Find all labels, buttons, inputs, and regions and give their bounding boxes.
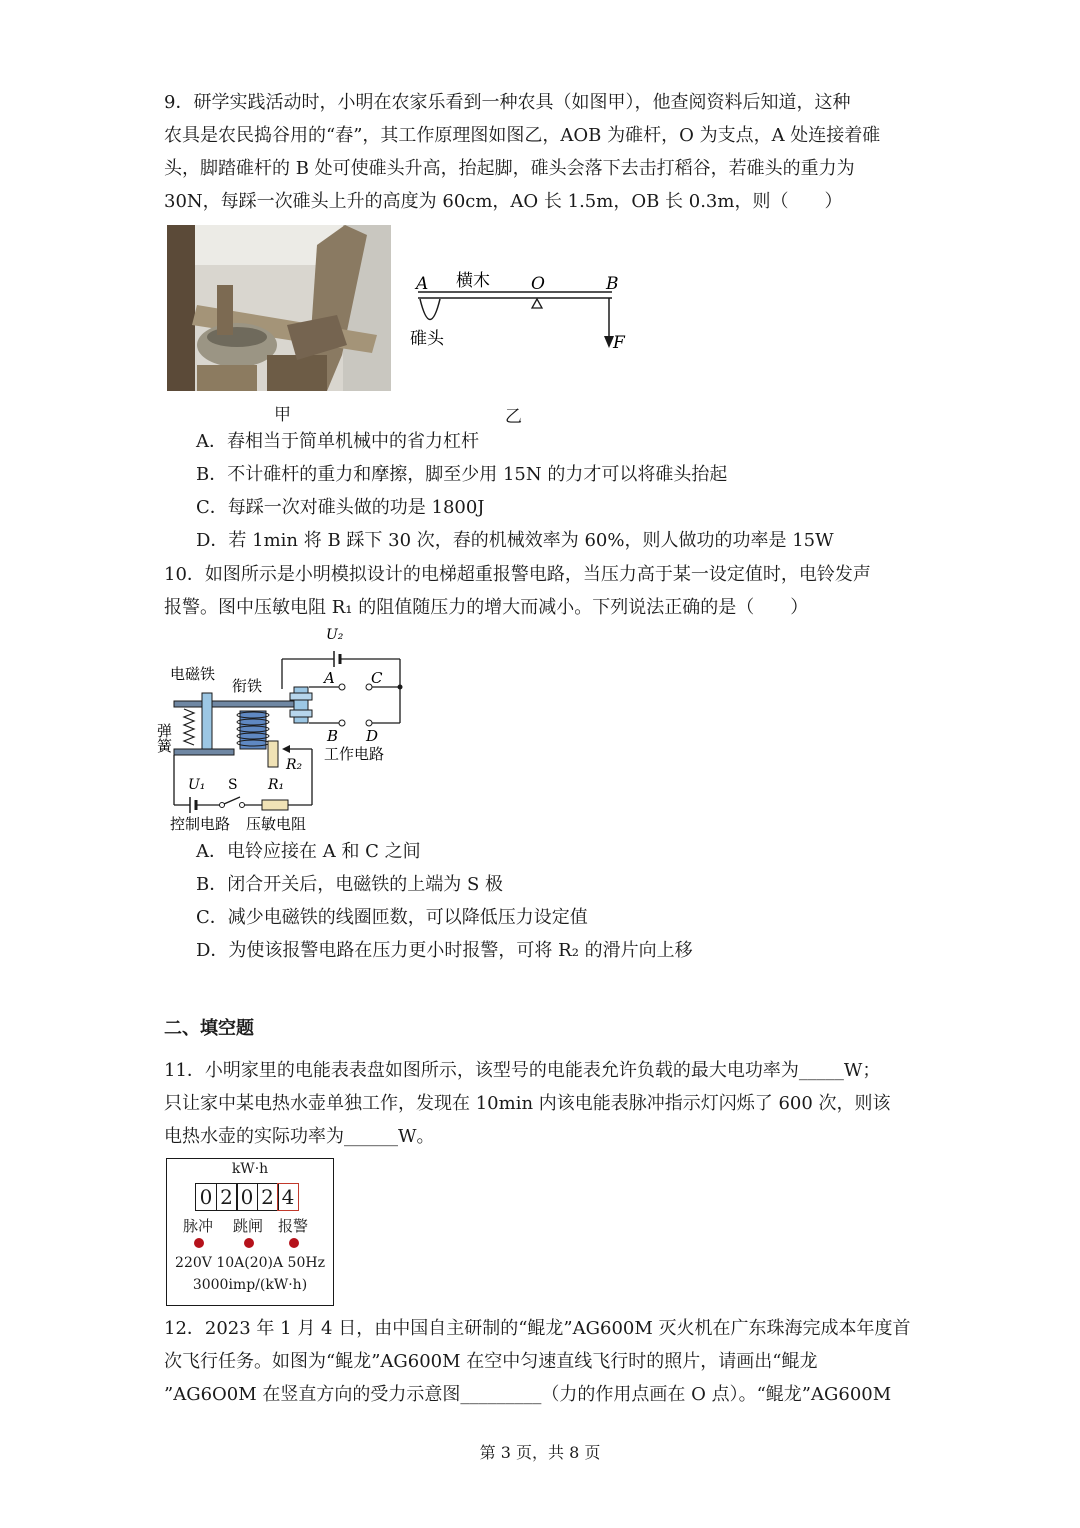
- armature-lever: [174, 701, 294, 707]
- meter-digit: 0: [195, 1183, 217, 1211]
- label-C: C: [371, 669, 383, 687]
- indicator-label-pulse: 脉冲: [183, 1217, 214, 1235]
- moving-contact: [294, 687, 308, 723]
- meter-digit: 2: [257, 1183, 279, 1211]
- label-A: A: [324, 669, 335, 687]
- switch-S: [220, 803, 225, 808]
- contact-A: [339, 684, 345, 690]
- label-S: S: [228, 777, 238, 793]
- q10-line: 报警。图中压敏电阻 R₁ 的阻值随压力的增大而减小。下列说法正确的是（ ）: [164, 597, 809, 618]
- q9-option-a: A．舂相当于简单机械中的省力杠杆: [196, 431, 479, 452]
- label-work-circuit: 工作电路: [324, 745, 385, 763]
- page-footer: 第 3 页，共 8 页: [479, 1443, 601, 1462]
- q9-line: 农具是农民捣谷用的“舂”，其工作原理图如图乙，AOB 为碓杆，O 为支点，A 处连接着碓: [164, 125, 881, 146]
- label-R1: R₁: [268, 777, 285, 793]
- energy-meter: [166, 1158, 334, 1306]
- q9-line: 9．研学实践活动时，小明在农家乐看到一种农具（如图甲），他查阅资料后知道，这种: [164, 92, 851, 113]
- lever-diagram: [400, 262, 640, 362]
- meter-spec-constant: 3000imp/(kW·h): [192, 1277, 308, 1293]
- meter-digit: 2: [216, 1183, 238, 1211]
- spring-icon: [184, 709, 194, 745]
- label-U2: U₂: [326, 627, 344, 643]
- mortar-photo: [167, 225, 391, 391]
- trip-light-icon: [244, 1238, 254, 1248]
- circuit-diagram: [155, 625, 414, 835]
- q11-line: 只让家中某电热水壶单独工作，发现在 10min 内该电能表脉冲指示灯闪烁了 600 次，则该: [164, 1093, 891, 1114]
- q9-option-c: C．每踩一次对碓头做的功是 1800J: [196, 497, 485, 518]
- label-B: B: [606, 274, 619, 294]
- q10-stem: [164, 558, 924, 624]
- section-heading: 二、填空题: [164, 1018, 254, 1039]
- label-pressure-resistor: 压敏电阻: [246, 815, 307, 833]
- q9-line: 30N，每踩一次碓头上升的高度为 60cm，AO 长 1.5m，OB 长 0.3m，则（ ）: [164, 191, 843, 212]
- label-U1: U₁: [188, 777, 206, 793]
- label-spring: 弹簧: [155, 723, 173, 753]
- q10-option-a: A．电铃应接在 A 和 C 之间: [196, 841, 421, 862]
- label-O: O: [531, 274, 545, 294]
- q9-option-d: D．若 1min 将 B 踩下 30 次，舂的机械效率为 60%，则人做功的功率是 15W: [196, 530, 834, 551]
- contact-B: [339, 720, 345, 726]
- contact-D: [366, 720, 372, 726]
- q11-stem: [164, 1054, 924, 1153]
- label-B: B: [327, 727, 339, 745]
- meter-unit: kW·h: [231, 1161, 269, 1177]
- pulse-light-icon: [194, 1238, 204, 1248]
- label-F: F: [613, 333, 625, 353]
- electromagnet-core: [240, 711, 266, 749]
- q10-option-c: C．减少电磁铁的线圈匝数，可以降低压力设定值: [196, 907, 588, 928]
- label-electromagnet: 电磁铁: [170, 665, 216, 683]
- q11-line: 11．小明家里的电能表表盘如图所示，该型号的电能表允许负载的最大电功率为_____W；: [164, 1060, 881, 1081]
- fulcrum-icon: [532, 299, 542, 308]
- indicator-label-trip: 跳闸: [233, 1217, 264, 1235]
- pestle-head-shape: [420, 299, 440, 320]
- label-A: A: [416, 274, 429, 294]
- q10-option-b: B．闭合开关后，电磁铁的上端为 S 极: [196, 874, 504, 895]
- label-armature: 衔铁: [232, 677, 263, 695]
- indicator-label-alarm: 报警: [278, 1217, 309, 1235]
- meter-digit-decimal: 4: [277, 1183, 299, 1211]
- q10-line: 10．如图所示是小明模拟设计的电梯超重报警电路，当压力高于某一设定值时，电铃发声: [164, 564, 871, 585]
- q12-stem: [164, 1312, 924, 1411]
- label-beam: 横木: [456, 271, 490, 291]
- meter-spec-rating: 220V 10A(20)A 50Hz: [175, 1255, 325, 1271]
- label-control-circuit: 控制电路: [170, 815, 231, 833]
- q9-line: 头，脚踏碓杆的 B 处可使碓头升高，抬起脚，碓头会落下去击打稻谷，若碓头的重力为: [164, 158, 855, 179]
- q10-option-d: D．为使该报警电路在压力更小时报警，可将 R₂ 的滑片向上移: [196, 940, 693, 961]
- meter-digits: [195, 1183, 299, 1211]
- label-D: D: [366, 727, 379, 745]
- pressure-resistor-R1: [262, 800, 288, 810]
- label-pestle-head: 碓头: [410, 329, 444, 349]
- q12-line: 次飞行任务。如图为“鲲龙”AG600M 在空中匀速直线飞行时的照片，请画出“鲲龙: [164, 1351, 818, 1372]
- label-R2: R₂: [286, 757, 303, 773]
- q9-option-b: B．不计碓杆的重力和摩擦，脚至少用 15N 的力才可以将碓头抬起: [196, 464, 728, 485]
- rheostat-R2: [268, 741, 278, 767]
- fig-caption-jia: 甲: [274, 405, 291, 425]
- fig-caption-yi: 乙: [505, 407, 522, 427]
- q9-stem: [164, 86, 924, 218]
- alarm-light-icon: [289, 1238, 299, 1248]
- slider-icon: [282, 745, 290, 753]
- meter-digit: 0: [236, 1183, 258, 1211]
- q11-line: 电热水壶的实际功率为______W。: [164, 1126, 435, 1147]
- pivot-pillar: [202, 693, 212, 749]
- q12-line: ”AG6O0M 在竖直方向的受力示意图_________（力的作用点画在 O 点）。“鲲龙”AG600M: [164, 1384, 892, 1405]
- q12-line: 12．2023 年 1 月 4 日，由中国自主研制的“鲲龙”AG600M 灭火机在广东珠海完成本年度首: [164, 1318, 911, 1339]
